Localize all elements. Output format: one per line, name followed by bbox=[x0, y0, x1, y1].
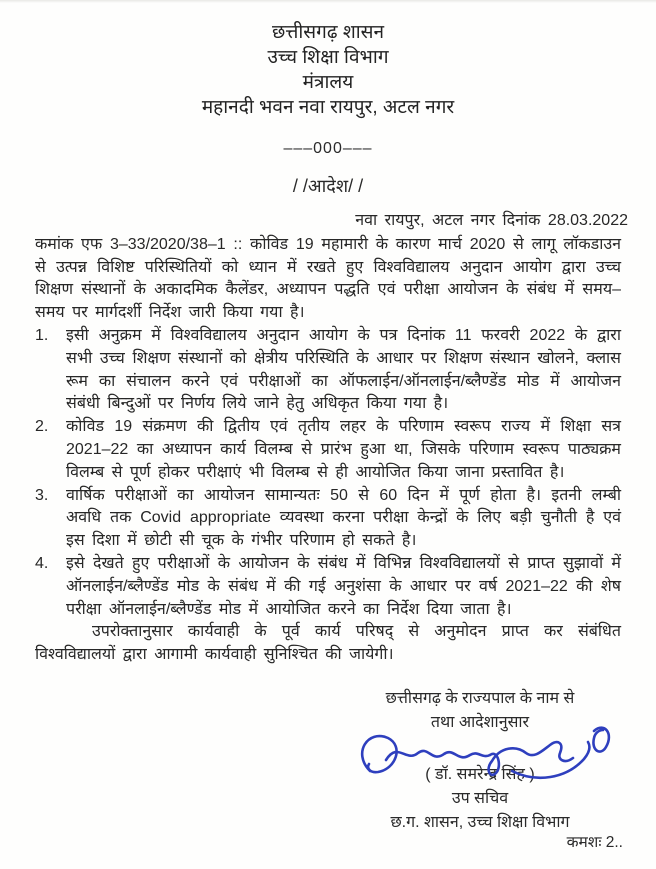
item-text: कोविड 19 संक्रमण की द्वितीय एवं तृतीय लहर के परिणाम स्वरूप राज्य में शिक्षा सत्र 2021–22 का अध्यापन कार्य विलम्ब से प्रारंभ हुआ था, जिसके परिणाम स्वरूप पाठ्यक्रम विलम्ब से पूर्ण होकर परीक्षाएं भी विलम्ब से ही आयोजित किया जाना प्रस्तावित है। bbox=[66, 418, 621, 481]
separator-000: –––000––– bbox=[283, 140, 373, 157]
item-number: 4. bbox=[35, 554, 49, 572]
list-item-2 bbox=[35, 416, 621, 484]
item-number: 2. bbox=[35, 418, 49, 436]
signatory-name: ( डॉ. समरेन्द्र सिंह ) bbox=[425, 766, 535, 783]
signatory-title: उप सचिव bbox=[451, 790, 509, 807]
authority-line-2: तथा आदेशानुसार bbox=[430, 714, 530, 731]
scan-edge bbox=[0, 0, 656, 3]
letterhead bbox=[0, 0, 656, 120]
closing-paragraph: उपरोक्तानुसार कार्यवाही के पूर्व कार्य परिषद् से अनुमोदन प्राप्त कर संबंधित विश्वविद्यालयों द्वारा आगामी कार्यवाही सुनिश्चित की जायेगी। bbox=[35, 623, 621, 664]
intro-paragraph: कमांक एफ 3–33/2020/38–1 :: कोविड 19 महामारी के कारण मार्च 2020 से लागू लॉकडाउन से उत्पन्न विशिष्ट परिस्थितियों को ध्यान में रखते हुए विश्वविद्यालय अनुदान आयोग द्वारा उच्च शिक्षण संस्थानों के अकादमिक कैलेंडर, अध्यापन पद्धति एवं परीक्षा आयोजन के संबंध में समय–समय पर मार्गदर्शी निर्देश जारी किया गया है। bbox=[35, 235, 621, 322]
letterhead-address: महानदी भवन नवा रायपुर, अटल नगर bbox=[201, 97, 455, 118]
continuation-note: कमशः 2.. bbox=[566, 834, 623, 851]
authority-line-1: छत्तीसगढ़ के राज्यपाल के नाम से bbox=[385, 690, 575, 707]
list-item-4 bbox=[35, 553, 621, 621]
item-text: इसी अनुक्रम में विश्वविद्यालय अनुदान आयोग के पत्र दिनांक 11 फरवरी 2022 के द्वारा सभी उच्च शिक्षण संस्थानों को क्षेत्रीय परिस्थिति के आधार पर शिक्षण संस्थान खोलने, क्लास रूम का संचालन करने एवं परीक्षाओं का ऑफलाईन/ऑनलाईन/ब्लैण्डेंड मोड में आयोजन संबंधी बिन्दुओं पर निर्णय लिये जाने हेतु अधिकृत किया गया है। bbox=[66, 326, 621, 413]
signature-block bbox=[322, 687, 638, 835]
item-text: इसे देखते हुए परीक्षाओं के आयोजन के संबंध में विभिन्न विश्वविद्यालयों से प्राप्त सुझावों में ऑनलाईन/ब्लैण्डेंड मोड के संबंध में की गई अनुशंसा के आधार पर वर्ष 2021–22 की शेष परीक्षा ऑनलाईन/ब्लैण्डेंड मोड में आयोजित करने का निर्देश दिया जाता है। bbox=[66, 554, 621, 618]
place-date-line: नवा रायपुर, अटल नगर दिनांक 28.03.2022 bbox=[355, 212, 628, 229]
item-number: 1. bbox=[35, 326, 49, 344]
signatory-department: छ.ग. शासन, उच्च शिक्षा विभाग bbox=[390, 814, 570, 831]
list-item-3 bbox=[35, 485, 621, 553]
item-number: 3. bbox=[35, 486, 49, 504]
list-item-1 bbox=[35, 325, 621, 416]
letterhead-department: उच्च शिक्षा विभाग bbox=[267, 47, 389, 68]
numbered-list bbox=[35, 325, 621, 621]
letterhead-ministry: मंत्रालय bbox=[302, 72, 354, 93]
item-text: वार्षिक परीक्षाओं का आयोजन सामान्यतः 50 से 60 दिन में पूर्ण होता है। इतनी लम्बी अवधि तक Covid appropriate व्यवस्था करना परीक्षा केन्द्रों के लिए बड़ी चुनौती है एवं इस दिशा में छोटी सी चूक के गंभीर परिणाम हो सकते है। bbox=[66, 486, 621, 550]
order-title: / /आदेश/ / bbox=[292, 176, 364, 196]
letterhead-government: छत्तीसगढ़ शासन bbox=[271, 22, 385, 43]
